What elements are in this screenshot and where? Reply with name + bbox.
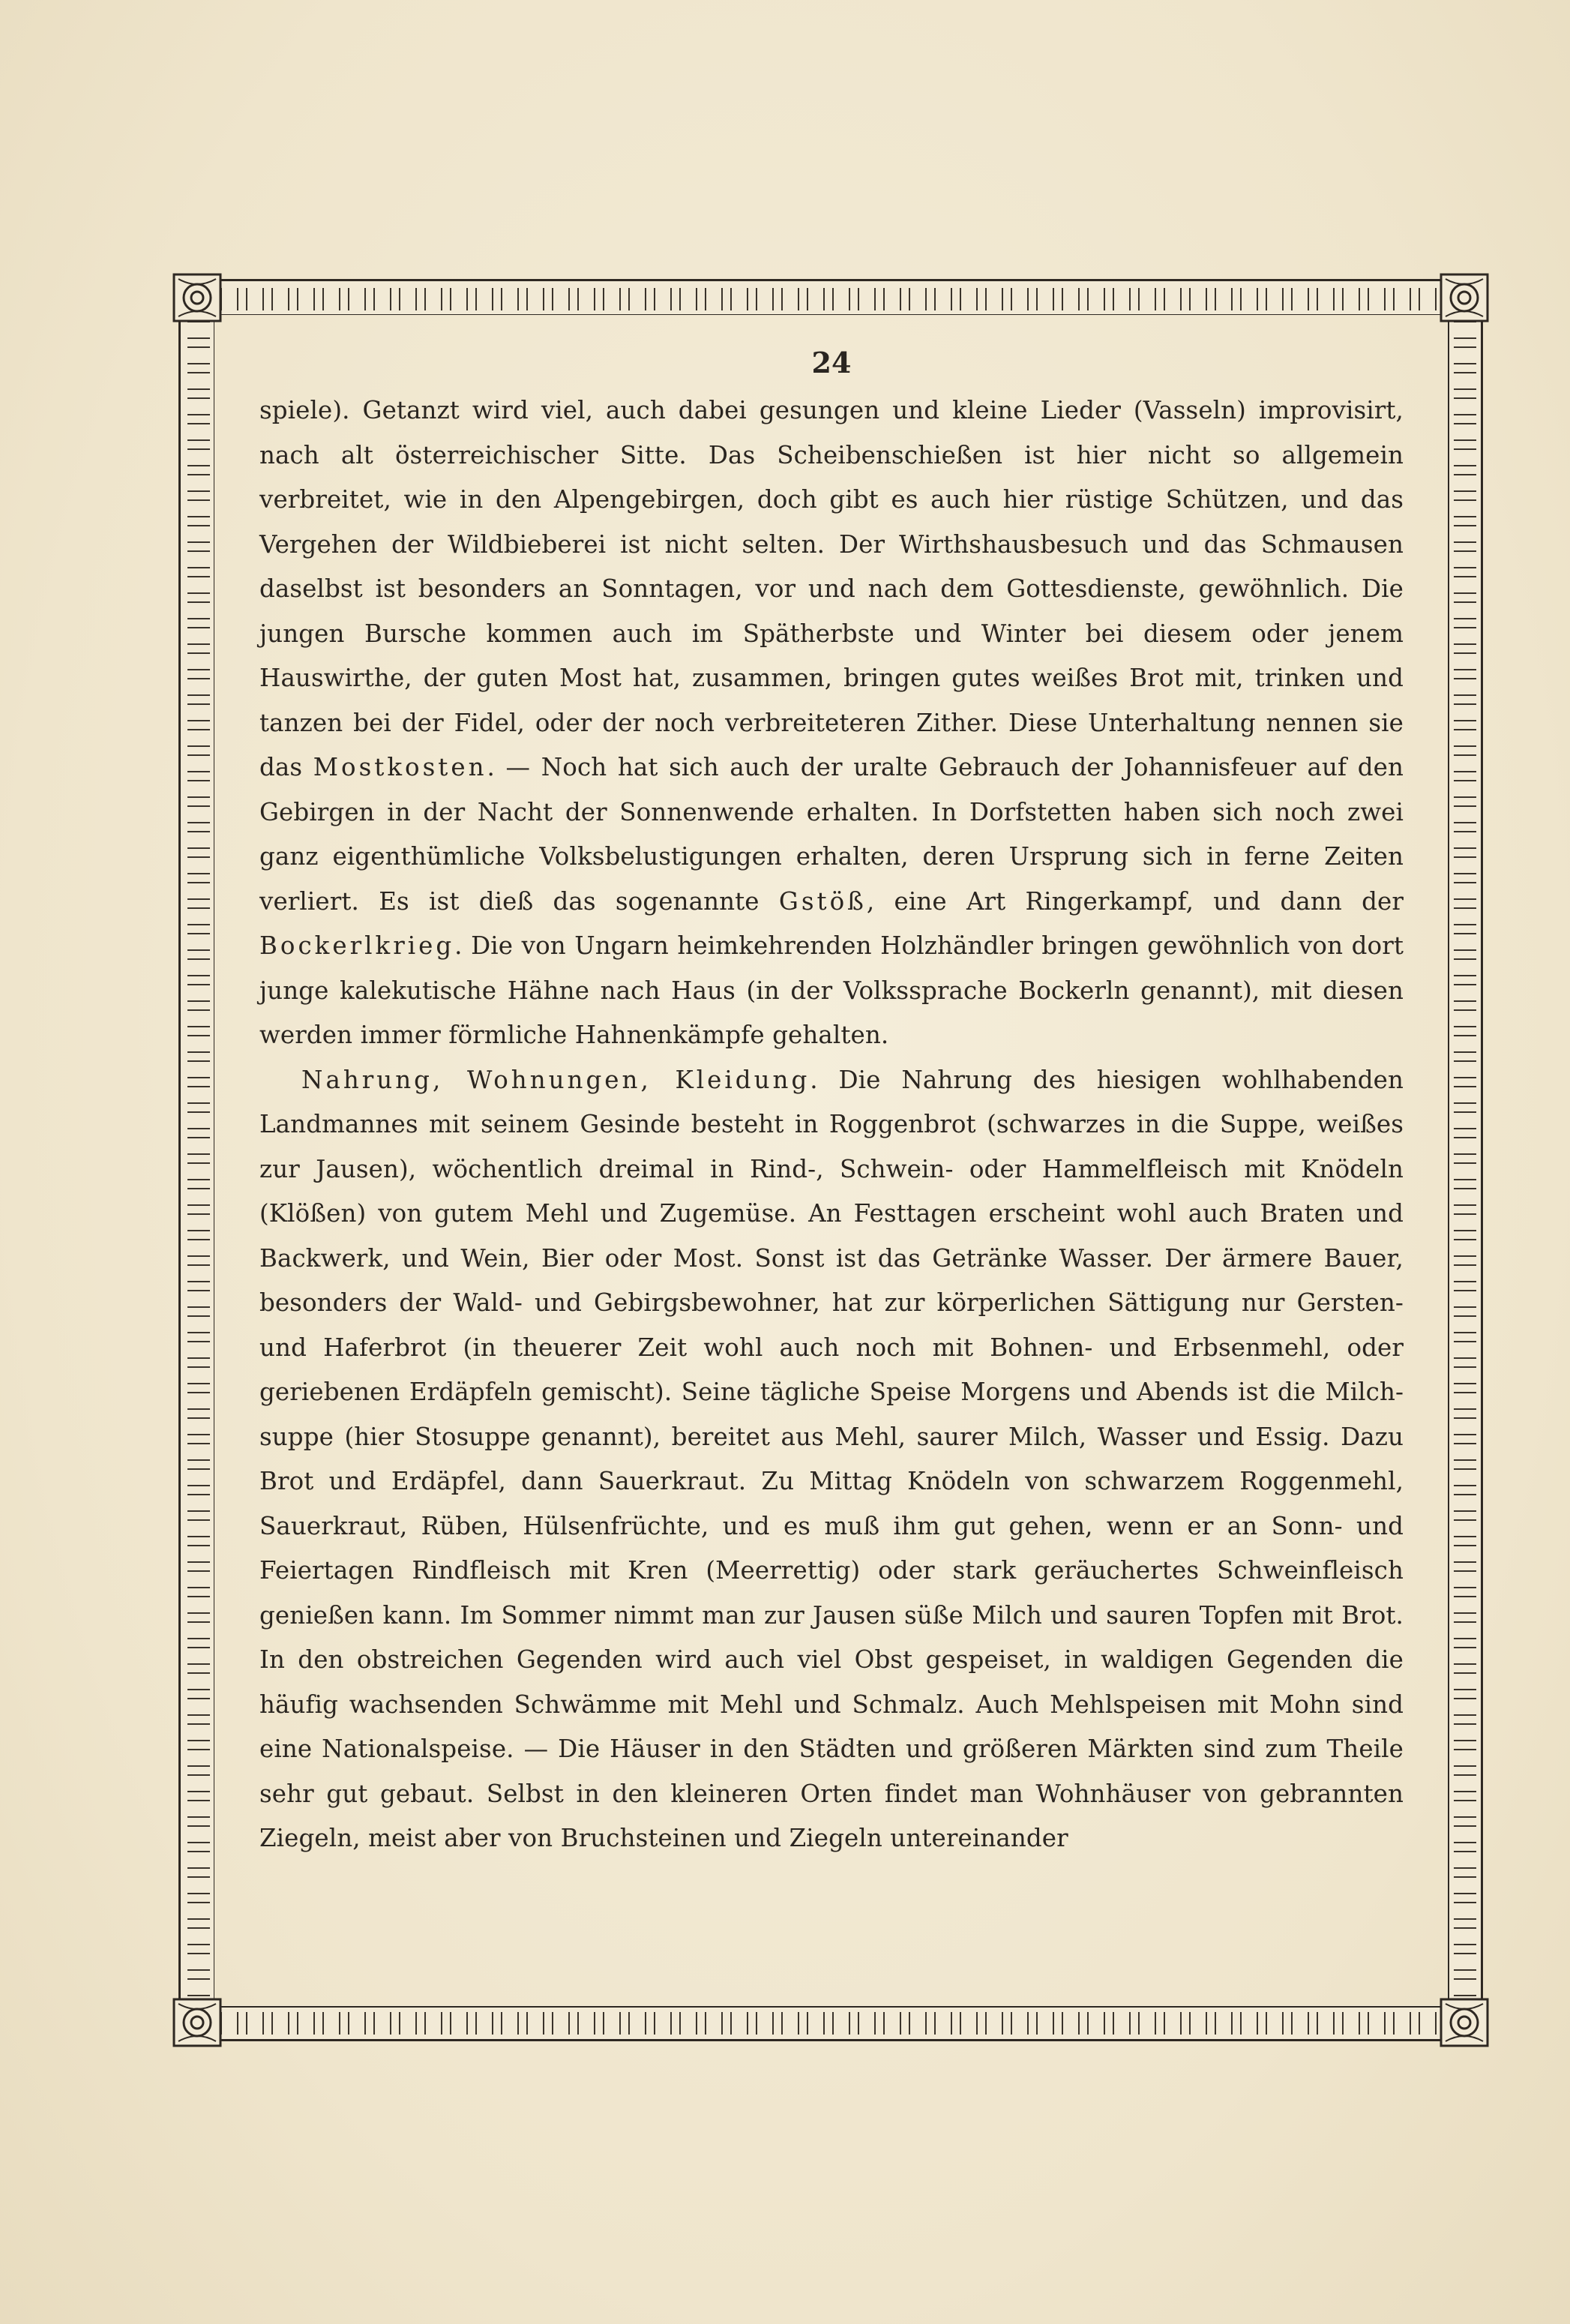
text-run: spiele). Getanzt wird viel, auch dabei gesungen und kleine Lieder (Vasseln) improvisirt, nach alt österreichischer Sitte. Das Scheibenschießen ist hier nicht so allgemein verbreitet, wie in den Alpengebirgen, doch gibt es auch hier rüstige Schützen, und das Vergehen der Wildbieberei ist nicht selten. Der Wirthshausbesuch und das Schmausen daselbst ist besonders an Sonntagen, vor und nach dem Gottesdienste, gewöhnlich. Die jungen Bursche kommen auch im Spätherbste und Winter bei diesem oder jenem Hauswirthe, der guten Most hat, zusammen, bringen gutes weißes Brot mit, trinken und tanzen bei der Fidel, oder der noch verbreiteteren Zither. Diese Unterhaltung nennen sie das [259,396,1404,781]
section-heading-inline: Nahrung, Wohnungen, Kleidung [301,1065,810,1094]
body-text [259,388,1404,1861]
emphasized-term: Bockerlkrieg [259,931,455,960]
corner-ornament-icon [1438,271,1491,324]
text-run: , eine Art Ringerkampf, und dann der [866,886,1404,916]
emphasized-term: Gstöß [778,886,867,916]
emphasized-term: Mostkosten [313,753,487,781]
frame-right-border [1447,279,1483,2041]
frame-left-border [178,279,214,2041]
paragraph [259,1058,1404,1861]
corner-ornament-icon [171,1996,223,2049]
corner-ornament-icon [171,271,223,324]
page-number: 24 [811,346,852,379]
frame-bottom-border [178,2005,1483,2041]
corner-ornament-icon [1438,1996,1491,2049]
text-run: . Die Nahrung des hiesigen wohlhabenden Landmannes mit seinem Gesinde besteht in Roggenbrot (schwarzes in die Suppe, weißes zur Jausen), wöchentlich dreimal in Rind-, Schwein- oder Hammelfleisch mit Knödeln (Klößen) von gutem Mehl und Zugemüse. An Festtagen erscheint wohl auch Braten und Backwerk, und Wein, Bier oder Most. Sonst ist das Getränke Wasser. Der ärmere Bauer, besonders der Wald- und Gebirgsbewohner, hat zur körperlichen Sättigung nur Gersten- und Haferbrot (in theuerer Zeit wohl auch noch mit Bohnen- und Erbsenmehl, oder geriebenen Erdäpfeln gemischt). Seine tägliche Speise Morgens und Abends ist die Milchsuppe (hier Stosuppe genannt), bereitet aus Mehl, saurer Milch, Wasser und Essig. Dazu Brot und Erdäpfel, dann Sauerkraut. Zu Mittag Knödeln von schwarzem Roggenmehl, Sauerkraut, Rüben, Hülsenfrüchte, und es muß ihm gut gehen, wenn er an Sonn- und Feiertagen Rindfleisch mit Kren (Meerrettig) oder stark geräuchertes Schweinfleisch genießen kann. Im Sommer nimmt man zur Jausen süße Milch und sauren Topfen mit Brot. In den obstreichen Gegenden wird auch viel Obst gespeiset, in waldigen Gegenden die häufig wachsenden Schwämme mit Mehl und Schmalz. Auch Mehlspeisen mit Mohn sind eine Nationalspeise. — Die Häuser in den Städten und größeren Märkten sind zum Theile sehr gut gebaut. Selbst in den kleineren Orten findet man Wohnhäuser von gebrannten Ziegeln, meist aber von Bruchsteinen und Ziegeln untereinander [259,1065,1404,1852]
frame-top-border [178,279,1483,315]
text-area [259,345,1404,1861]
text-run: . — Noch hat sich auch der uralte Gebrauch der Johannisfeuer auf den Gebirgen in der Nacht der Sonnenwende erhalten. In Dorfstetten haben sich noch zwei ganz eigenthümliche Volksbelustigungen erhalten, deren Ursprung sich in ferne Zeiten verliert. Es ist dieß das sogenannte [259,753,1404,916]
paragraph [259,388,1404,1058]
text-run: . Die von Ungarn heimkehrenden Holzhändler bringen gewöhnlich von dort junge kalekutische Hähne nach Haus (in der Volkssprache Bockerln genannt), mit diesen werden immer förmliche Hahnenkämpfe gehalten. [259,931,1404,1049]
